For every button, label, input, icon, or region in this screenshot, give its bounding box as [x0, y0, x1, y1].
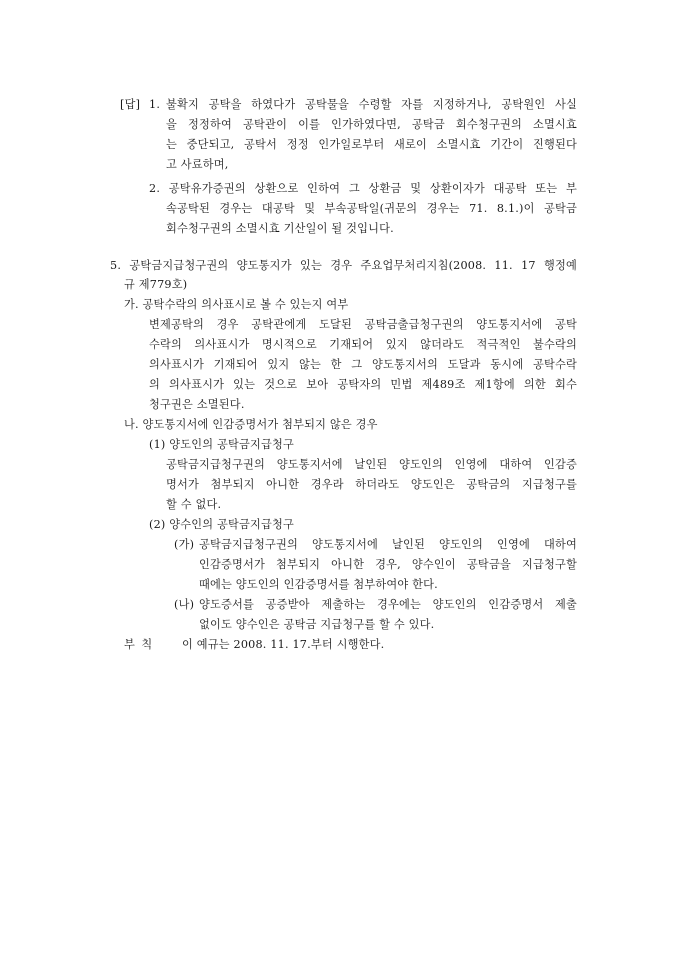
section5-heading-line-1: 5. 공탁금지급청구권의 양도통지가 있는 경우 주요업무처리지침(2008. 11. 17 행정예: [110, 259, 577, 272]
section5-na-sub1-line-1: 공탁금지급청구권의 양도통지서에 날인된 양도인의 인영에 대하여 인감증: [166, 458, 577, 471]
supplementary-text: 이 예규는 2008. 11. 17.부터 시행한다.: [182, 638, 385, 651]
answer-item2-line-3: 회수청구권의 소멸시효 기산일이 될 것입니다.: [166, 222, 394, 235]
section5-na-sub1-line-3: 할 수 없다.: [166, 498, 222, 511]
section5-na-title: 나. 양도통지서에 인감증명서가 첨부되지 않은 경우: [124, 418, 378, 431]
section5-na-sub2-na-line-1: 양도증서를 공증받아 제출하는 경우에는 양도인의 인감증명서 제출: [199, 598, 577, 611]
section5-na-sub2-ga-number: (가): [174, 538, 195, 551]
supplementary-label: 부 칙: [124, 638, 154, 651]
answer-item1-line-3: 는 중단되고, 공탁서 정정 인가일로부터 새로이 소멸시효 기간이 진행된다: [166, 138, 577, 151]
section5-ga-line-2: 수락의 의사표시가 명시적으로 기재되어 있지 않더라도 적극적인 불수락의: [149, 338, 577, 351]
section5-ga-line-1: 변제공탁의 경우 공탁관에게 도달된 공탁금출급청구권의 양도통지서에 공탁: [149, 318, 577, 331]
section5-na-sub2-ga-line-3: 때에는 양도인의 인감증명서를 첨부하여야 한다.: [199, 578, 438, 591]
section5-na-sub1-title: (1) 양도인의 공탁금지급청구: [149, 438, 295, 451]
section5-ga-line-4: 의 의사표시가 있는 것으로 보아 공탁자의 민법 제489조 제1항에 의한 회수: [149, 378, 577, 391]
answer-tag: [답]: [120, 98, 141, 111]
answer-item1-line-1: 불확지 공탁을 하였다가 공탁물을 수령할 자를 지정하거나, 공탁원인 사실: [166, 98, 577, 111]
section5-heading-line-2: 규 제779호): [124, 278, 188, 291]
answer-item1-line-4: 고 사료하며,: [166, 158, 229, 171]
answer-item1-line-2: 을 정정하여 공탁관이 이를 인가하였다면, 공탁금 회수청구권의 소멸시효: [166, 118, 577, 131]
section5-na-sub2-na-line-2: 없이도 양수인은 공탁금 지급청구를 할 수 있다.: [199, 618, 435, 631]
section5-ga-title: 가. 공탁수락의 의사표시로 볼 수 있는지 여부: [124, 298, 349, 311]
section5-ga-line-5: 청구권은 소멸된다.: [149, 398, 245, 411]
section5-na-sub2-na-number: (나): [174, 598, 195, 611]
section5-na-sub2-title: (2) 양수인의 공탁금지급청구: [149, 518, 295, 531]
answer-item1-number: 1.: [149, 98, 161, 111]
section5-ga-line-3: 의사표시가 기재되어 있지 않는 한 그 양도통지서의 도달과 동시에 공탁수락: [149, 358, 577, 371]
answer-item2-line-2: 속공탁된 경우는 대공탁 및 부속공탁일(귀문의 경우는 71. 8.1.)이 공탁금: [166, 202, 577, 215]
answer-item2-line-1: 2. 공탁유가증권의 상환으로 인하여 그 상환금 및 상환이자가 대공탁 또는 부: [149, 182, 577, 195]
section5-na-sub1-line-2: 명서가 첨부되지 아니한 경우라 하더라도 양도인은 공탁금의 지급청구를: [166, 478, 577, 491]
section5-na-sub2-ga-line-2: 인감증명서가 첨부되지 아니한 경우, 양수인이 공탁금을 지급청구할: [199, 558, 577, 571]
section5-na-sub2-ga-line-1: 공탁금지급청구권의 양도통지서에 날인된 양도인의 인영에 대하여: [199, 538, 577, 551]
